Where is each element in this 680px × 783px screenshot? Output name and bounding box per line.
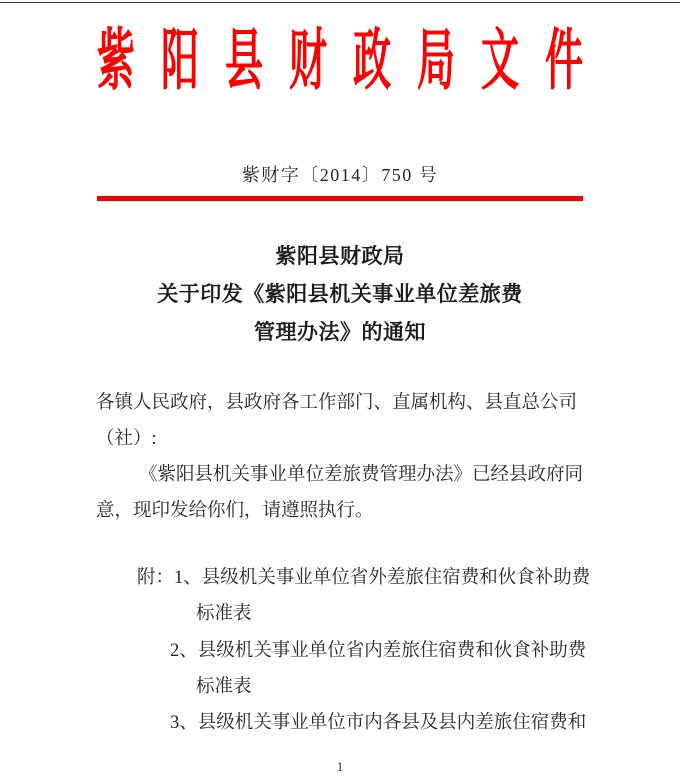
attachment-label: 附： <box>137 568 175 588</box>
attachment-item-3-number: 3、 <box>170 713 198 733</box>
attachment-item-1-continuation: 标准表 <box>196 604 252 624</box>
attachment-item-2-continuation: 标准表 <box>196 677 252 697</box>
red-divider-line <box>97 196 583 201</box>
attachment-item-2 <box>170 636 586 662</box>
attachment-item-3 <box>170 708 586 734</box>
attachment-item-1-text: 县级机关事业单位省外差旅住宿费和伙食补助费 <box>201 568 591 588</box>
document-title <box>0 237 680 351</box>
document-title-line-1: 紫阳县财政局 <box>275 244 405 268</box>
attachment-item-1 <box>137 563 590 589</box>
page-number: 1 <box>336 759 344 774</box>
attachment-item-3-text: 县级机关事业单位市内各县及县内差旅住宿费和 <box>197 713 587 733</box>
attachment-item-1-number: 1、 <box>174 568 202 588</box>
attachment-item-2-text: 县级机关事业单位省内差旅住宿费和伙食补助费 <box>197 641 587 661</box>
recipients-line-2: （社）: <box>96 429 157 449</box>
body-paragraph-line-1: 《紫阳县机关事业单位差旅费管理办法》已经县政府同 <box>139 465 584 485</box>
page-top-border <box>0 2 680 3</box>
recipients-line-1: 各镇人民政府，县政府各工作部门、直属机构、县直总公司 <box>96 393 578 413</box>
letterhead-title: 紫阳县财政局文件 <box>96 25 609 99</box>
document-title-line-2: 关于印发《紫阳县机关事业单位差旅费 <box>157 282 523 306</box>
doc-reference-number: 紫财字〔2014〕750 号 <box>241 165 439 185</box>
attachment-item-2-number: 2、 <box>170 641 198 661</box>
body-paragraph-line-2: 意，现印发给你们，请遵照执行。 <box>96 501 374 521</box>
document-title-line-3: 管理办法》的通知 <box>254 320 426 344</box>
